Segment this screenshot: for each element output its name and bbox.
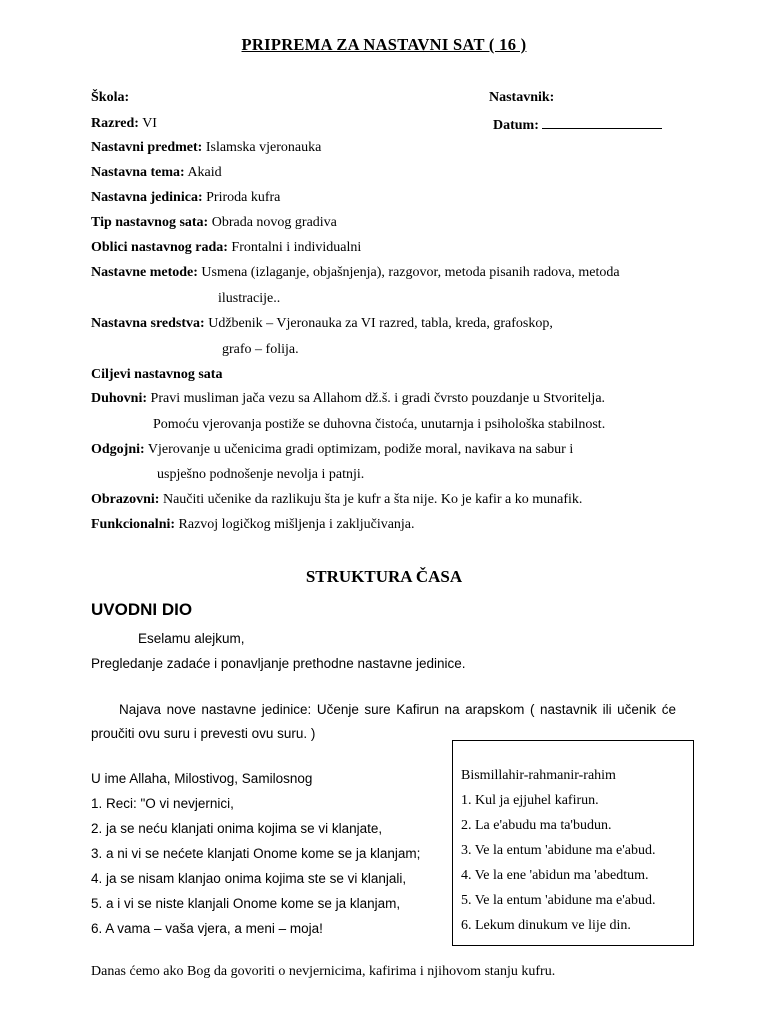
transliteration-line: 3. Ve la entum 'abidune ma e'abud. bbox=[461, 843, 656, 858]
odgojni-label: Odgojni: bbox=[91, 442, 145, 457]
obrazovni-row bbox=[91, 492, 582, 508]
translation-line: 3. a ni vi se nećete klanjati Onome kome se ja klanjam; bbox=[91, 846, 421, 861]
funkcionalni-label: Funkcionalni: bbox=[91, 517, 176, 532]
predmet-label: Nastavni predmet: bbox=[91, 140, 203, 155]
funkcionalni-value: Razvoj logičkog mišljenja i zaključivanja. bbox=[175, 517, 415, 532]
odgojni-continuation: uspješno podnošenje nevolja i patnji. bbox=[157, 467, 365, 482]
jedinica-value: Priroda kufra bbox=[202, 190, 281, 205]
skola-row bbox=[91, 90, 129, 106]
duhovni-row bbox=[91, 391, 605, 407]
jedinica-row bbox=[91, 190, 280, 206]
obrazovni-label: Obrazovni: bbox=[91, 492, 160, 507]
translation-line: 5. a i vi se niste klanjali Onome kome se ja klanjam, bbox=[91, 896, 401, 911]
struktura-heading: STRUKTURA ČASA bbox=[305, 567, 463, 586]
ciljevi-heading-text: Ciljevi nastavnog sata bbox=[91, 367, 223, 382]
skola-label: Škola: bbox=[91, 90, 130, 105]
duhovni-continuation: Pomoću vjerovanja postiže se duhovna čistoća, unutarnja i psihološka stabilnost. bbox=[153, 417, 606, 432]
sredstva-continuation: grafo – folija. bbox=[222, 342, 299, 357]
transliteration-line: Bismillahir-rahmanir-rahim bbox=[461, 768, 616, 783]
metode-value: Usmena (izlaganje, objašnjenja), razgovor, metoda pisanih radova, metoda bbox=[197, 265, 620, 280]
translation-line: U ime Allaha, Milostivog, Samilosnog bbox=[91, 771, 313, 786]
oblici-row bbox=[91, 240, 361, 256]
duhovni-value: Pravi musliman jača vezu sa Allahom dž.š. i gradi čvrsto pouzdanje u Stvoritelja. bbox=[147, 391, 606, 406]
datum-label: Datum: bbox=[493, 118, 539, 133]
tip-row bbox=[91, 215, 337, 231]
metode-label: Nastavne metode: bbox=[91, 265, 198, 280]
funkcionalni-row bbox=[91, 517, 415, 533]
translation-line: 1. Reci: "O vi nevjernici, bbox=[91, 796, 234, 811]
tip-value: Obrada novog gradiva bbox=[208, 215, 337, 230]
tema-label: Nastavna tema: bbox=[91, 165, 185, 180]
oblici-value: Frontalni i individualni bbox=[227, 240, 362, 255]
transliteration-line: 4. Ve la ene 'abidun ma 'abedtum. bbox=[461, 868, 649, 883]
sredstva-label: Nastavna sredstva: bbox=[91, 316, 205, 331]
sredstva-row bbox=[91, 316, 553, 332]
tema-row bbox=[91, 165, 222, 181]
page-title: PRIPREMA ZA NASTAVNI SAT ( 16 ) bbox=[241, 35, 527, 54]
ciljevi-heading bbox=[91, 367, 222, 383]
predmet-value: Islamska vjeronauka bbox=[202, 140, 322, 155]
metode-row bbox=[91, 265, 620, 281]
metode-continuation: ilustracije.. bbox=[218, 291, 281, 306]
uvodni-heading: UVODNI DIO bbox=[91, 600, 193, 619]
translation-list bbox=[91, 766, 420, 941]
odgojni-row bbox=[91, 442, 573, 458]
nastavnik-label: Nastavnik: bbox=[489, 90, 555, 105]
translation-line: 4. ja se nisam klanjao onima kojima ste se vi klanjali, bbox=[91, 871, 407, 886]
sredstva-value: Udžbenik – Vjeronauka za VI razred, tabla, kreda, grafoskop, bbox=[204, 316, 553, 331]
duhovni-label: Duhovni: bbox=[91, 391, 148, 406]
closing-text: Danas ćemo ako Bog da govoriti o nevjernicima, kafirima i njihovom stanju kufru. bbox=[91, 964, 556, 979]
transliteration-line: 2. La e'abudu ma ta'budun. bbox=[461, 818, 612, 833]
jedinica-label: Nastavna jedinica: bbox=[91, 190, 203, 205]
datum-row bbox=[493, 116, 662, 134]
oblici-label: Oblici nastavnog rada: bbox=[91, 240, 228, 255]
transliteration-line: 1. Kul ja ejjuhel kafirun. bbox=[461, 793, 599, 808]
transliteration-line: 6. Lekum dinukum ve lije din. bbox=[461, 918, 631, 933]
transliteration-list bbox=[461, 763, 656, 938]
greeting-text: Eselamu alejkum, bbox=[138, 631, 245, 646]
review-text: Pregledanje zadaće i ponavljanje prethodne nastavne jedinice. bbox=[91, 656, 466, 671]
razred-row bbox=[91, 116, 157, 132]
odgojni-value: Vjerovanje u učenicima gradi optimizam, podiže moral, navikava na sabur i bbox=[144, 442, 574, 457]
obrazovni-value: Naučiti učenike da razlikuju šta je kufr a šta nije. Ko je kafir a ko munafik. bbox=[159, 492, 583, 507]
razred-value: VI bbox=[138, 116, 157, 131]
nastavnik-row bbox=[489, 90, 554, 106]
najava-paragraph: Najava nove nastavne jedinice: Učenje sure Kafirun na arapskom ( nastavnik ili učenik će proučiti ovu suru i prevesti ovu suru. ) bbox=[91, 702, 676, 741]
translation-line: 2. ja se neću klanjati onima kojima se vi klanjate, bbox=[91, 821, 383, 836]
translation-line: 6. A vama – vaša vjera, a meni – moja! bbox=[91, 921, 323, 936]
tema-value: Akaid bbox=[184, 165, 222, 180]
datum-blank-line bbox=[542, 116, 662, 129]
predmet-row bbox=[91, 140, 321, 156]
razred-label: Razred: bbox=[91, 116, 139, 131]
tip-label: Tip nastavnog sata: bbox=[91, 215, 209, 230]
transliteration-line: 5. Ve la entum 'abidune ma e'abud. bbox=[461, 893, 656, 908]
